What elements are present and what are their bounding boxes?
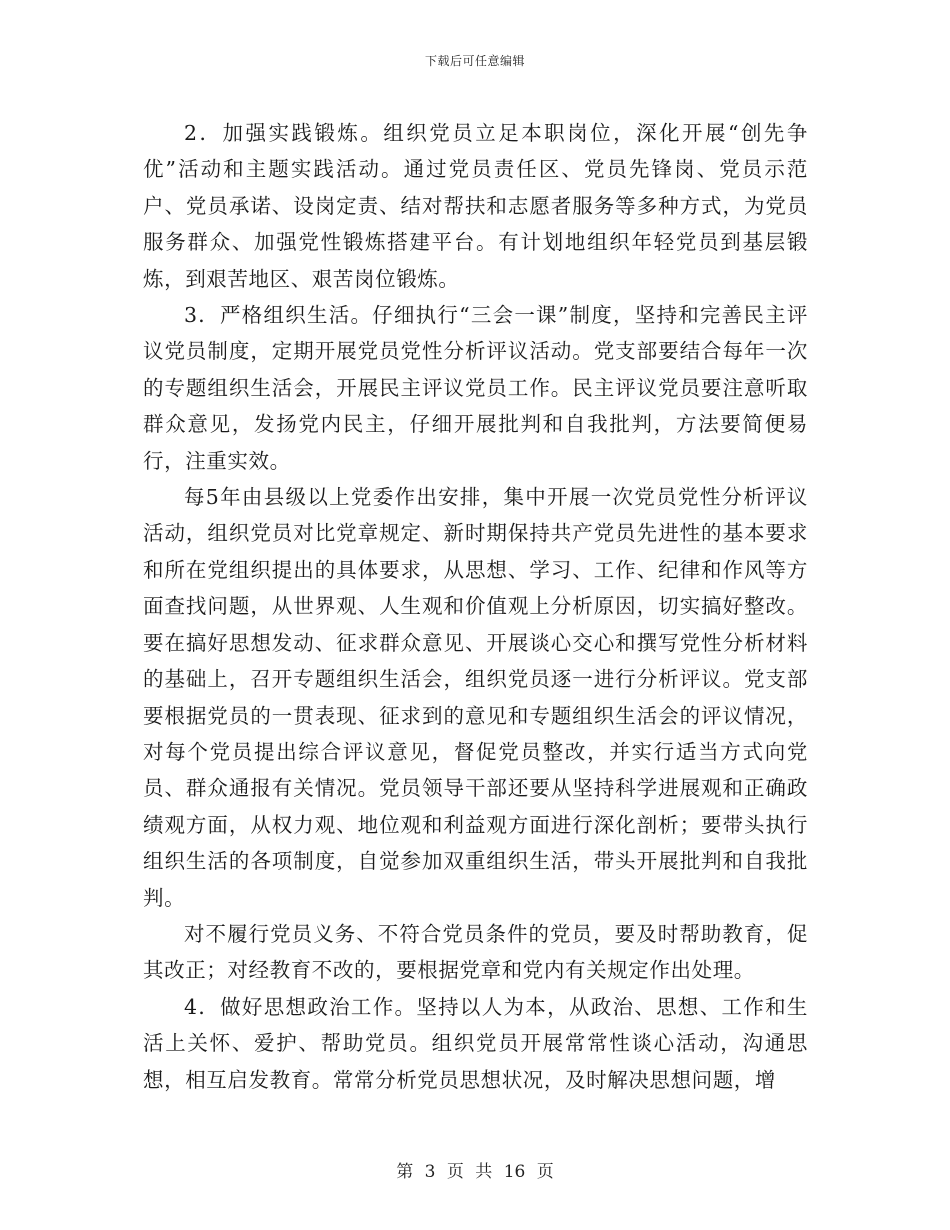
paragraph-practice-training: 2．加强实践锻炼。组织党员立足本职岗位，深化开展“创先争优”活动和主题实践活动。通过党员责任区、党员先锋岗、党员示范户、党员承诺、设岗定责、结对帮扶和志愿者服务等多种方式，为党员服务群众、加强党性锻炼搭建平台。有计划地组织年轻党员到基层锻炼，到艰苦地区、艰苦岗位锻炼。 (143, 121, 808, 291)
page-number-footer: 第 3 页 共 16 页 (396, 1162, 554, 1182)
page-header: 下载后可任意编辑 (424, 54, 525, 68)
paragraph-party-spirit-review: 每5年由县级以上党委作出安排，集中开展一次党员党性分析评议活动，组织党员对比党章规定、新时期保持共产党员先进性的基本要求和所在党组织提出的具体要求，从思想、学习、工作、纪律和作风等方面查找问题，从世界观、人生观和价值观上分析原因，切实搞好整改。要在搞好思想发动、征求群众意见、开展谈心交心和撰写党性分析材料的基础上，召开专题组织生活会，组织党员逐一进行分析评议。党支部要根据党员的一贯表现、征求到的意见和专题组织生活会的评议情况，对每个党员提出综合评议意见，督促党员整改，并实行适当方式向党员、群众通报有关情况。党员领导干部还要从坚持科学进展观和正确政绩观方面，从权力观、地位观和利益观方面进行深化剖析；要带头执行组织生活的各项制度，自觉参加双重组织生活，带头开展批判和自我批判。 (143, 485, 808, 910)
paragraph-non-compliant-members: 对不履行党员义务、不符合党员条件的党员，要及时帮助教育，促其改正；对经教育不改的，要根据党章和党内有关规定作出处理。 (143, 921, 808, 983)
paragraph-organizational-life: 3．严格组织生活。仔细执行“三会一课”制度，坚持和完善民主评议党员制度，定期开展党员党性分析评议活动。党支部要结合每年一次的专题组织生活会，开展民主评议党员工作。民主评议党员要注意听取群众意见，发扬党内民主，仔细开展批判和自我批判，方法要简便易行，注重实效。 (143, 303, 808, 473)
paragraph-ideological-work: 4．做好思想政治工作。坚持以人为本，从政治、思想、工作和生活上关怀、爱护、帮助党员。组织党员开展常常性谈心活动，沟通思想，相互启发教育。常常分析党员思想状况，及时解决思想问题，增 (143, 994, 808, 1092)
document-body (143, 115, 808, 1098)
